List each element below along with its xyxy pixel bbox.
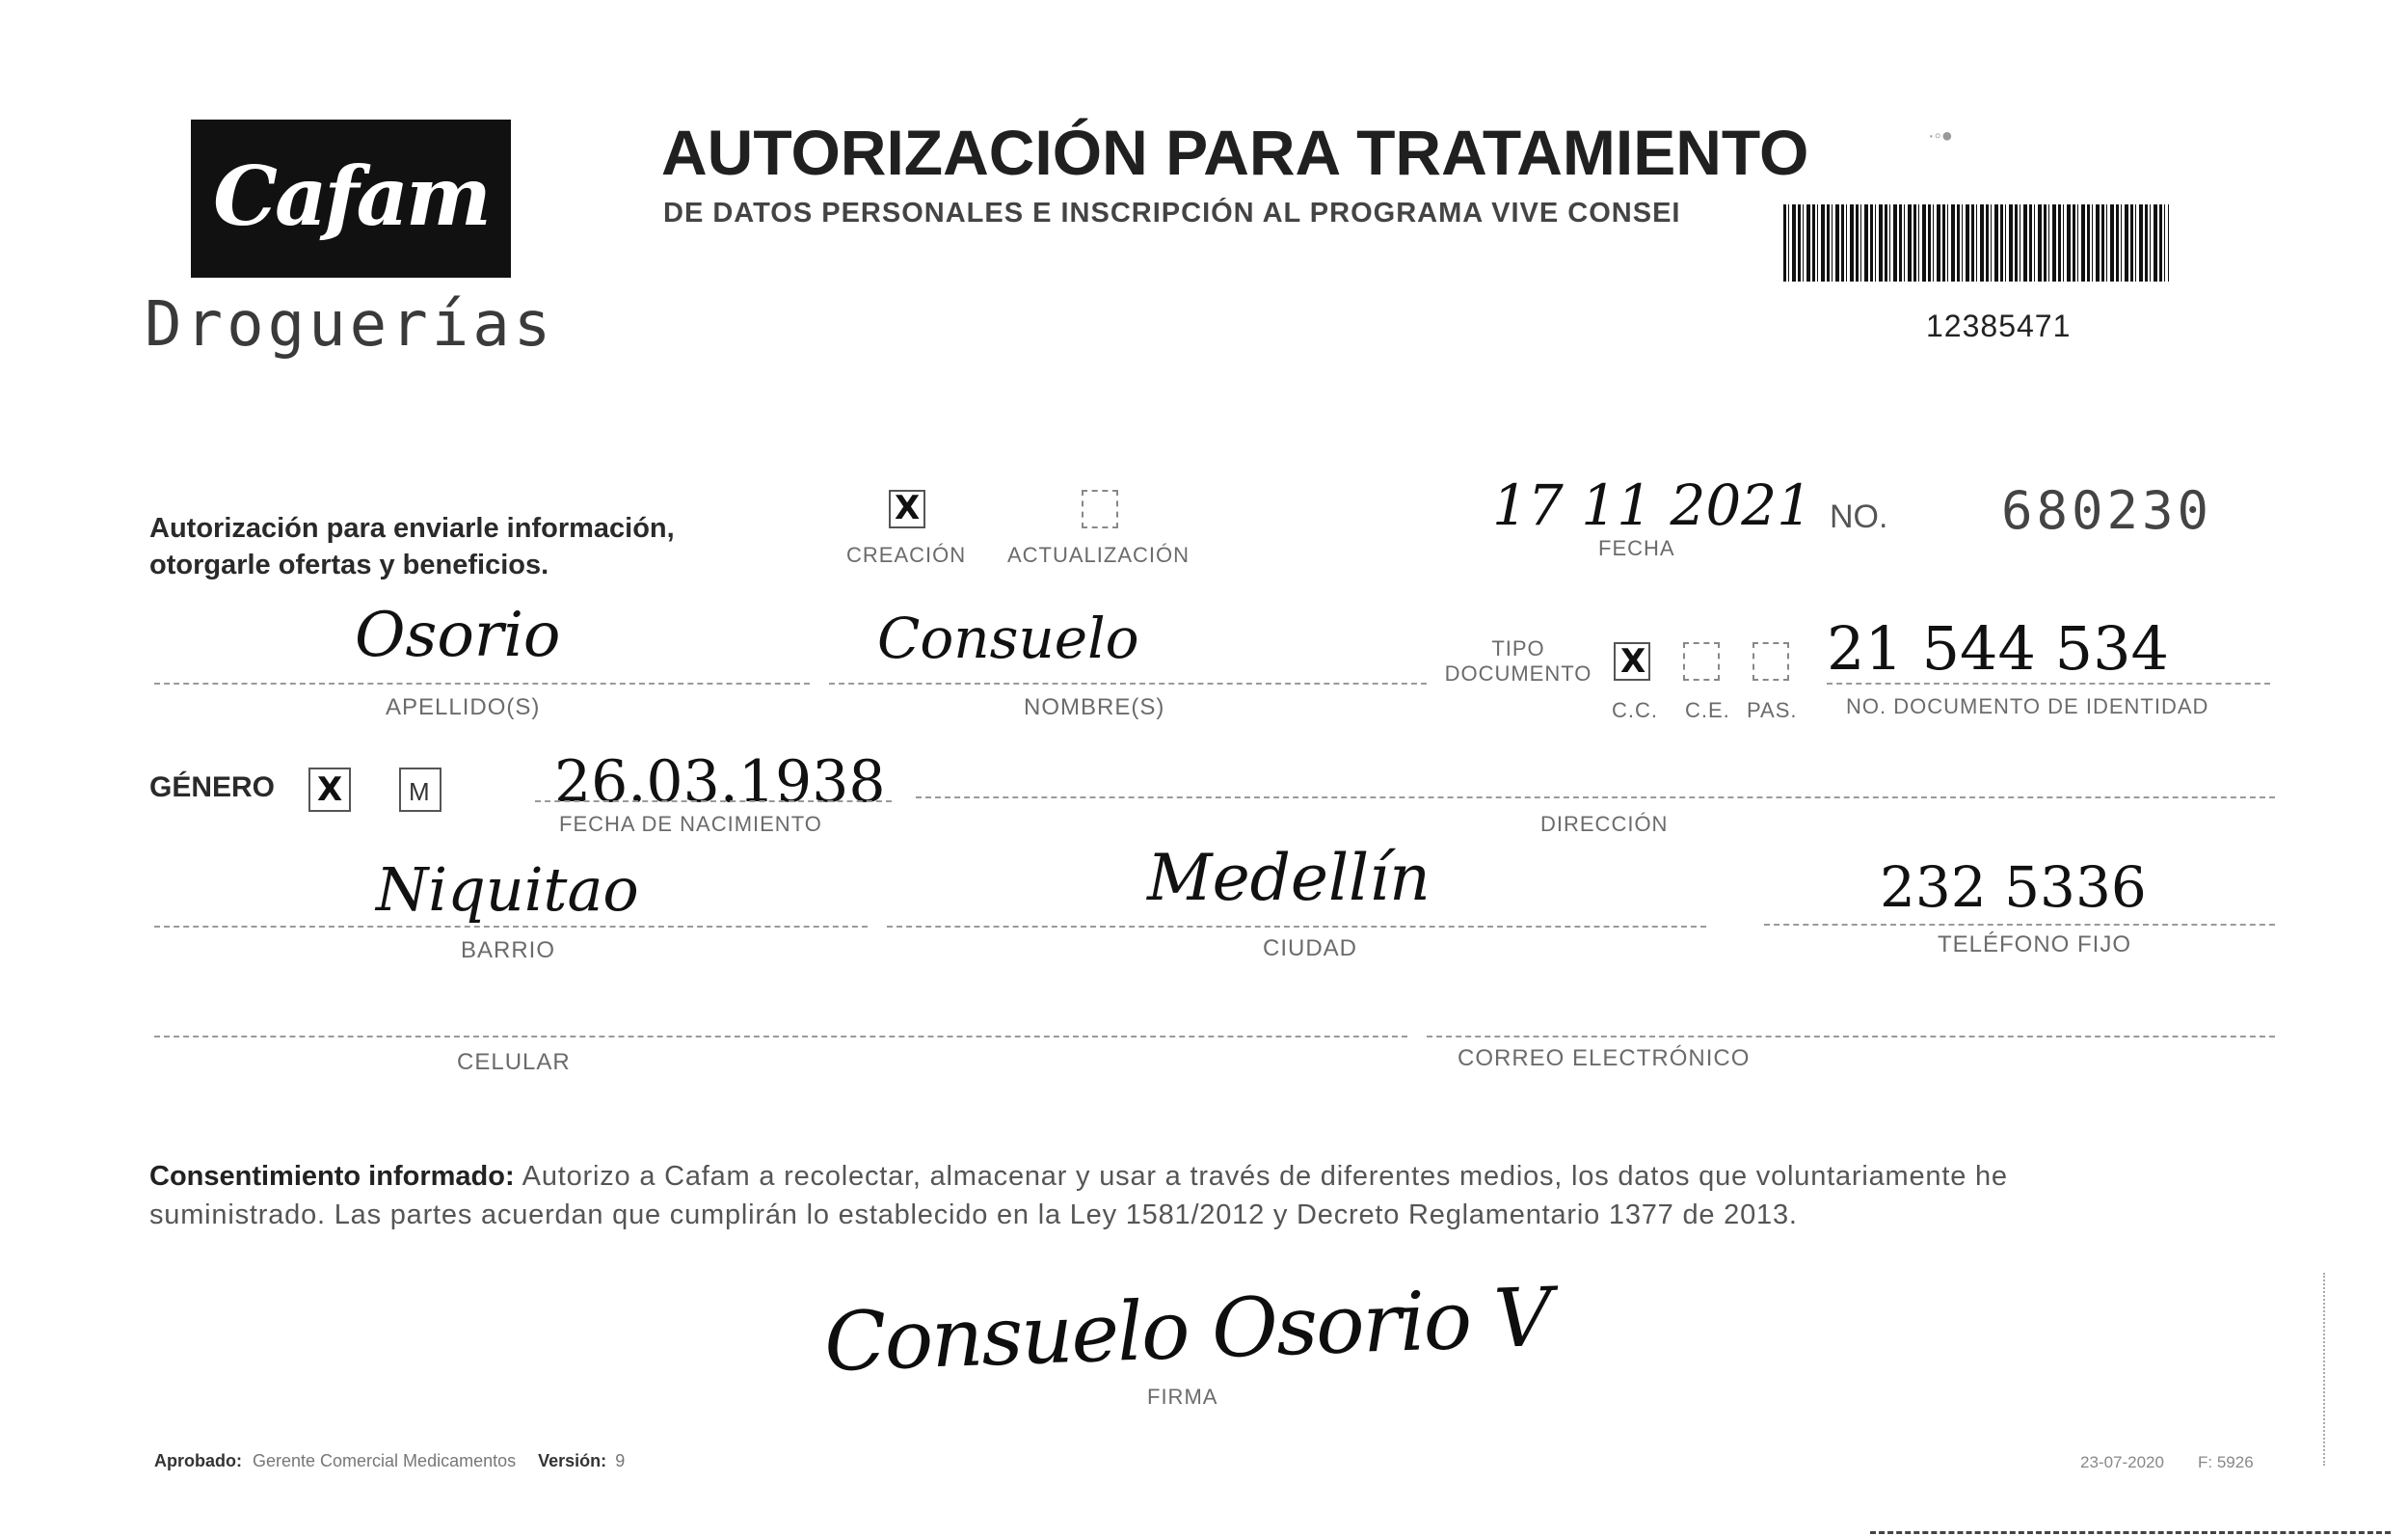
consent-text-1: Autorizo a Cafam a recolectar, almacenar y usar a través de diferentes medios, los datos que voluntariamente he	[522, 1161, 2008, 1192]
side-print-mark	[2323, 1273, 2354, 1466]
intro-line-2: otorgarle ofertas y beneficios.	[149, 550, 549, 580]
pas-checkbox[interactable]	[1752, 642, 1789, 681]
fecha-value: 17 11 2021	[1492, 472, 1813, 538]
fecha-label: FECHA	[1598, 536, 1675, 560]
version-label: Versión:	[538, 1451, 607, 1470]
ciudad-value: Medellín	[1147, 841, 1431, 915]
nacimiento-label: FECHA DE NACIMIENTO	[559, 812, 822, 836]
telefono-label: TELÉFONO FIJO	[1938, 931, 2132, 957]
scan-mark: ·◦●	[1928, 125, 1953, 147]
form-title: AUTORIZACIÓN PARA TRATAMIENTO	[661, 117, 1808, 188]
aprobado-label: Aprobado:	[154, 1451, 242, 1470]
consent-text-2: suministrado. Las partes acuerdan que cumplirán lo establecido en la Ley 1581/2012 y Decreto Reglamentario 1377 de 2013.	[149, 1199, 1798, 1230]
genero-m-label: M	[409, 777, 430, 806]
creacion-label: CREACIÓN	[846, 543, 967, 567]
apellidos-value: Osorio	[355, 600, 561, 671]
consent-paragraph	[149, 1157, 2270, 1234]
logo-text: Cafam	[213, 148, 489, 244]
genero-f-mark: X	[317, 770, 343, 809]
brand-subtext: Droguerías	[145, 289, 555, 361]
ce-checkbox[interactable]	[1683, 642, 1720, 681]
documento-value: 21 544 534	[1827, 613, 2169, 684]
creacion-check-mark: X	[895, 489, 921, 527]
nacimiento-value: 26.03.1938	[554, 748, 886, 816]
correo-line	[1427, 1036, 2275, 1037]
documento-label: NO. DOCUMENTO DE IDENTIDAD	[1846, 694, 2209, 718]
direccion-label: DIRECCIÓN	[1540, 812, 1669, 836]
ciudad-line	[887, 926, 1706, 928]
nombres-label: NOMBRE(S)	[1024, 694, 1165, 720]
barrio-label: BARRIO	[461, 937, 556, 963]
apellidos-line	[154, 683, 810, 685]
footer-approval	[154, 1451, 625, 1471]
footer-date: 23-07-2020	[2080, 1453, 2164, 1471]
correo-label: CORREO ELECTRÓNICO	[1458, 1045, 1751, 1071]
barcode-number: 12385471	[1926, 309, 2072, 343]
actualizacion-label: ACTUALIZACIÓN	[1007, 543, 1191, 567]
tipo-documento-label: TIPO DOCUMENTO	[1444, 636, 1592, 686]
cc-label: C.C.	[1612, 698, 1658, 722]
celular-label: CELULAR	[457, 1049, 571, 1075]
actualizacion-checkbox[interactable]	[1082, 490, 1118, 528]
cc-check-mark: X	[1620, 642, 1646, 681]
form-subtitle: DE DATOS PERSONALES E INSCRIPCIÓN AL PROGRAMA VIVE CONSEI	[663, 198, 1681, 229]
apellidos-label: APELLIDO(S)	[386, 694, 541, 720]
pas-label: PAS.	[1747, 698, 1798, 722]
barrio-value: Niquitao	[376, 854, 639, 925]
telefono-line	[1764, 924, 2275, 926]
bottom-edge-line	[1870, 1531, 2391, 1534]
documento-line	[1827, 683, 2270, 685]
numero-label: NO.	[1830, 499, 1888, 535]
direccion-line	[916, 796, 2275, 798]
ciudad-label: CIUDAD	[1263, 935, 1358, 961]
telefono-value: 232 5336	[1880, 854, 2147, 920]
nombres-line	[829, 683, 1427, 685]
firma-label: FIRMA	[1147, 1385, 1218, 1409]
intro-line-1: Autorización para enviarle información,	[149, 513, 675, 544]
nacimiento-line	[535, 800, 892, 802]
numero-value: 680230	[2001, 480, 2213, 541]
ce-label: C.E.	[1685, 698, 1730, 722]
footer-code: F: 5926	[2198, 1453, 2254, 1471]
celular-line	[154, 1036, 1407, 1037]
consent-heading: Consentimiento informado:	[149, 1161, 515, 1192]
barrio-line	[154, 926, 868, 928]
brand-logo	[191, 120, 511, 278]
barcode	[1783, 204, 2169, 282]
version-value: 9	[615, 1451, 626, 1470]
aprobado-value: Gerente Comercial Medicamentos	[253, 1451, 517, 1470]
signature: Consuelo Osorio V	[822, 1269, 1552, 1390]
genero-label: GÉNERO	[149, 771, 276, 803]
nombres-value: Consuelo	[877, 606, 1139, 671]
